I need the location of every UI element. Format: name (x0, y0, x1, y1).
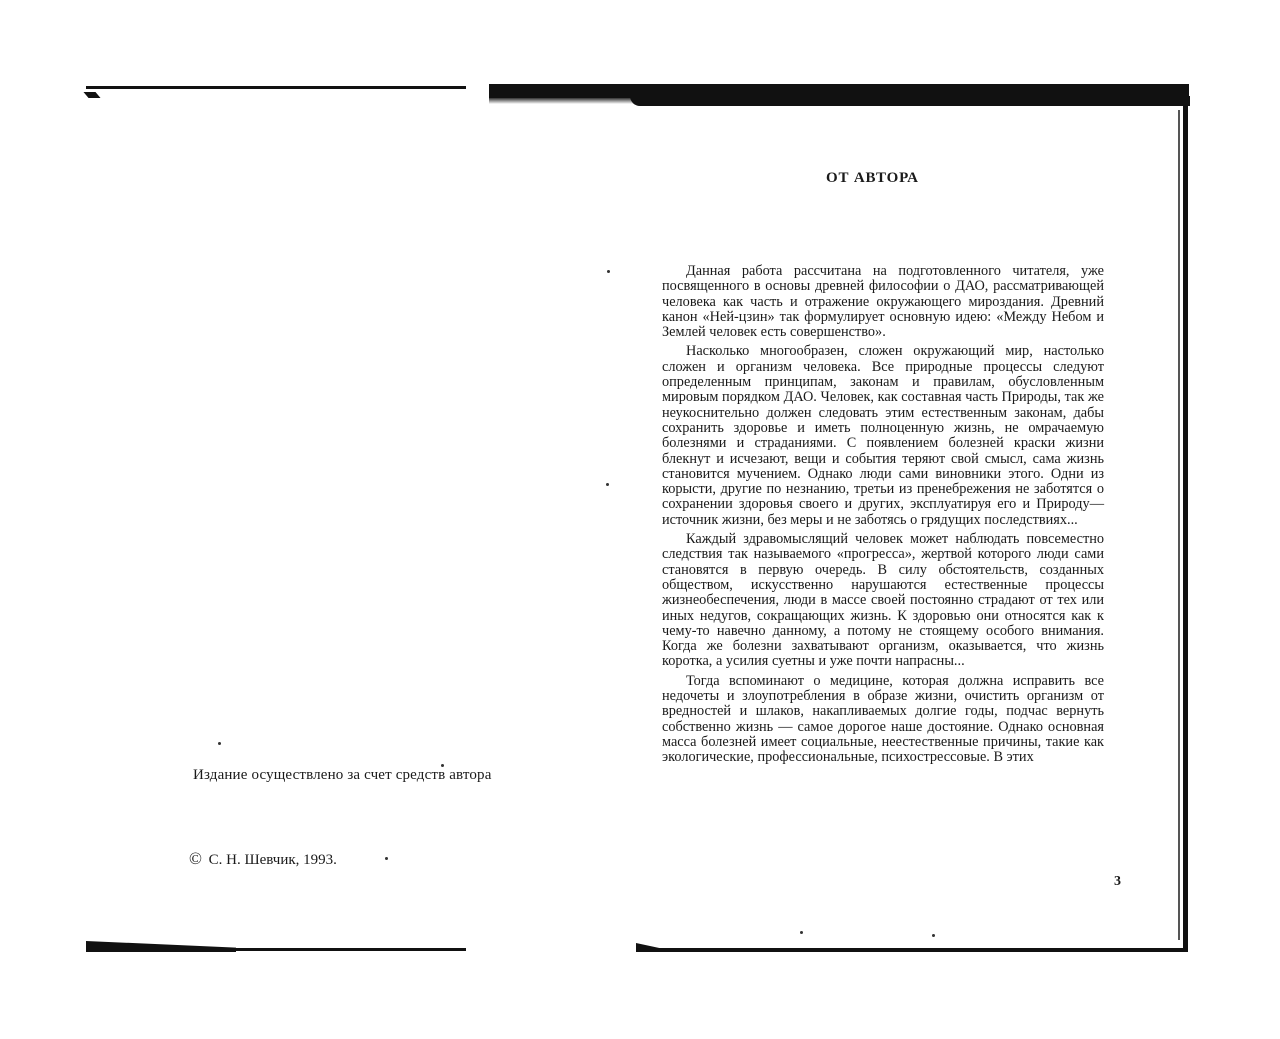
paragraph: Каждый здравомыслящий человек может наблюдать повсеместно следствия так называемого «прогресса», жертвой которого люди сами становятся в первую очередь. В силу обстоятельств, созданных обществом, искусственно нарушаются естественные процессы жизнеобеспечения, люди в массе своей постоянно страдают от тех или иных недугов, сокращающих жизнь. К здоровью они относятся как к чему-то навечно данному, а потому не стоящему особого внимания. Когда же болезни захватывают организм, оказывается, что жизнь коротка, а усилия суетны и уже почти напрасны... (662, 531, 1104, 670)
scan-edge-top-left (86, 86, 466, 89)
scan-edge-bottom-left-line (86, 948, 466, 951)
section-title: ОТ АВТОРА (826, 170, 919, 186)
copyright-line (189, 849, 337, 869)
paragraph: Насколько многообразен, сложен окружающий мир, настолько сложен и организм человека. Все природные процессы следуют определенным принципам, законам и правилам, обусловленным мировым порядком ДАО. Человек, как составная часть Природы, так же неукоснительно должен следовать этим естественным законам, дабы сохранить здоровье и иметь полноценную жизнь, не омрачаемую болезнями и страданиями. С появлением болезней краски жизни блекнут и исчезают, вещи и события теряют свой смысл, сама жизнь становится мучением. Однако люди сами виновники этого. Одни из корысти, другие по незнанию, третьи из пренебрежения не заботятся о сохранении здоровья своего и других, эксплуатируя его и Природу—источник жизни, без меры и не заботясь о грядущих последствиях... (662, 343, 1104, 528)
paragraph: Данная работа рассчитана на подготовленного читателя, уже посвященного в основы древней философии о ДАО, рассматривающей человека как часть и отражение окружающего мироздания. Древний канон «Ней-цзин» так формулирует основную идею: «Между Небом и Землей человек есть совершенство». (662, 263, 1104, 341)
paragraph: Тогда вспоминают о медицине, которая должна исправить все недочеты и злоупотребления в образе жизни, очистить организм от вредностей и шлаков, накапливаемых долгие годы, подчас вернуть собственно жизнь — самое дорогое наше достояние. Однако основная масса болезней имеет социальные, неестественные причины, такие как экологические, профессиональные, психострессовые. В этих (662, 672, 1104, 766)
left-page (86, 98, 546, 943)
page-number: 3 (1114, 874, 1121, 889)
right-page (640, 98, 1180, 943)
body-text (662, 264, 1104, 770)
edition-note: Издание осуществлено за счет средств автора (193, 767, 492, 783)
scan-edge-bottom-right (636, 948, 1188, 952)
copyright-icon: © (189, 849, 202, 868)
copyright-text: С. Н. Шевчик, 1993. (208, 852, 337, 868)
scan-speck (606, 483, 609, 486)
scan-edge-right (1183, 86, 1188, 951)
scan-speck (607, 270, 610, 273)
